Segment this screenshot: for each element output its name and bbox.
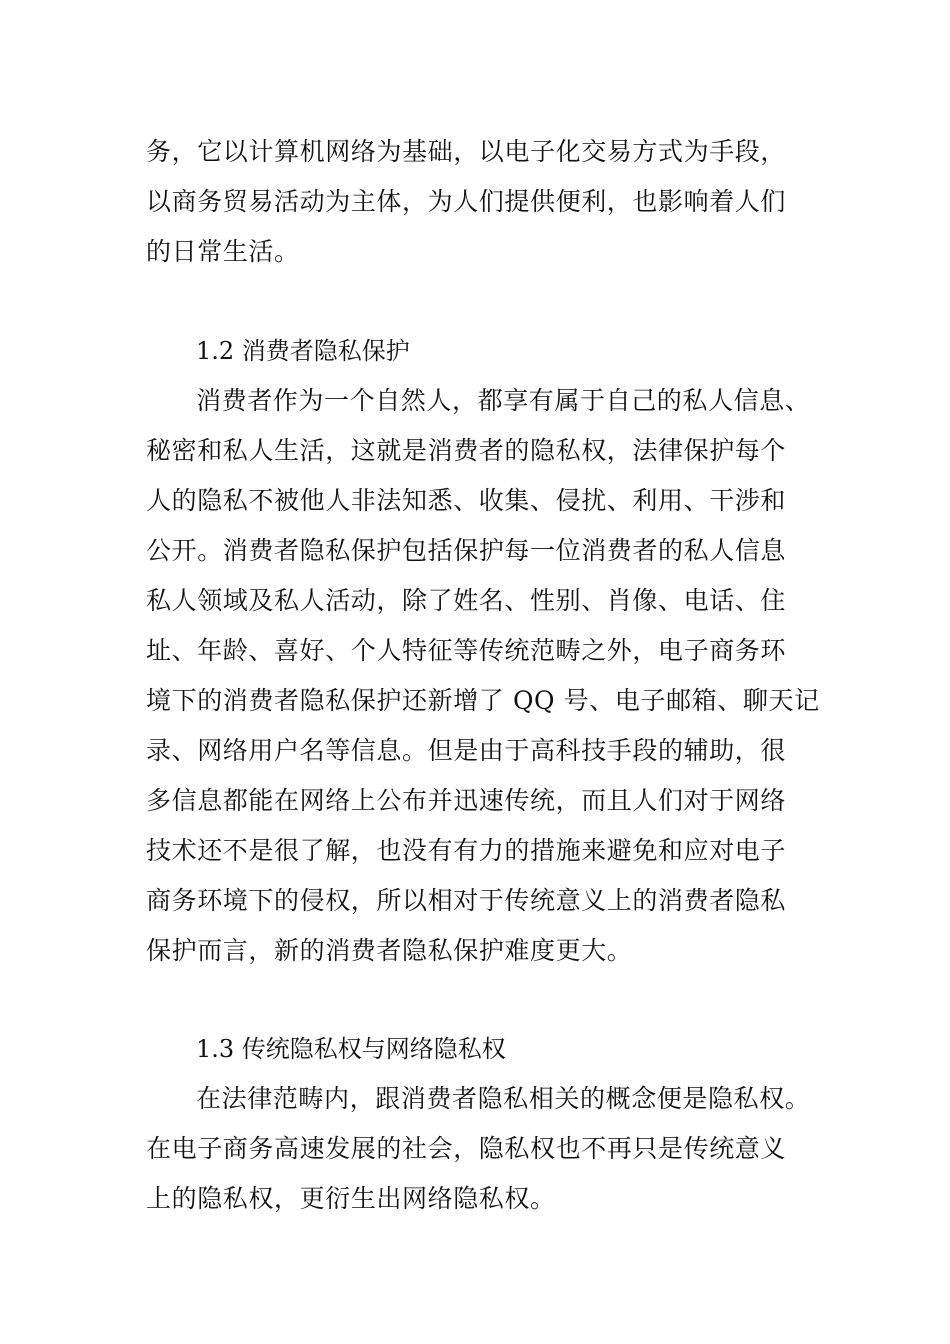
paragraph-line: 消费者作为一个自然人，都享有属于自己的私人信息、: [196, 386, 811, 415]
paragraph-line: 人的隐私不被他人非法知悉、收集、侵扰、利用、干涉和: [146, 486, 787, 515]
intro-line-3: 的日常生活。: [146, 237, 300, 266]
paragraph-line: 保护而言，新的消费者隐私保护难度更大。: [146, 936, 633, 965]
paragraph-line: 录、网络用户名等信息。但是由于高科技手段的辅助，很: [146, 736, 787, 765]
intro-line-2: 以商务贸易活动为主体，为人们提供便利，也影响着人们: [146, 187, 787, 216]
paragraph-line: 在电子商务高速发展的社会，隐私权也不再只是传统意义: [146, 1134, 787, 1163]
paragraph-line: 秘密和私人生活，这就是消费者的隐私权，法律保护每个: [146, 436, 787, 465]
paragraph-line: 在法律范畴内，跟消费者隐私相关的概念便是隐私权。: [196, 1084, 811, 1113]
intro-line-1: 务，它以计算机网络为基础，以电子化交易方式为手段，: [146, 137, 787, 166]
paragraph-line: 商务环境下的侵权，所以相对于传统意义上的消费者隐私: [146, 886, 787, 915]
paragraph-line: 境下的消费者隐私保护还新增了 QQ 号、电子邮箱、聊天记: [146, 686, 820, 715]
paragraph-line: 址、年龄、喜好、个人特征等传统范畴之外，电子商务环: [146, 636, 787, 665]
paragraph-line: 公开。消费者隐私保护包括保护每一位消费者的私人信息: [146, 536, 787, 565]
paragraph-line: 技术还不是很了解，也没有有力的措施来避免和应对电子: [146, 836, 787, 865]
paragraph-line: 上的隐私权，更衍生出网络隐私权。: [146, 1184, 556, 1213]
section-heading-1-2: 1.2 消费者隐私保护: [196, 337, 410, 365]
paragraph-line: 多信息都能在网络上公布并迅速传统，而且人们对于网络: [146, 786, 787, 815]
section-heading-1-3: 1.3 传统隐私权与网络隐私权: [196, 1035, 506, 1063]
paragraph-line: 私人领域及私人活动，除了姓名、性别、肖像、电话、住: [146, 586, 787, 615]
